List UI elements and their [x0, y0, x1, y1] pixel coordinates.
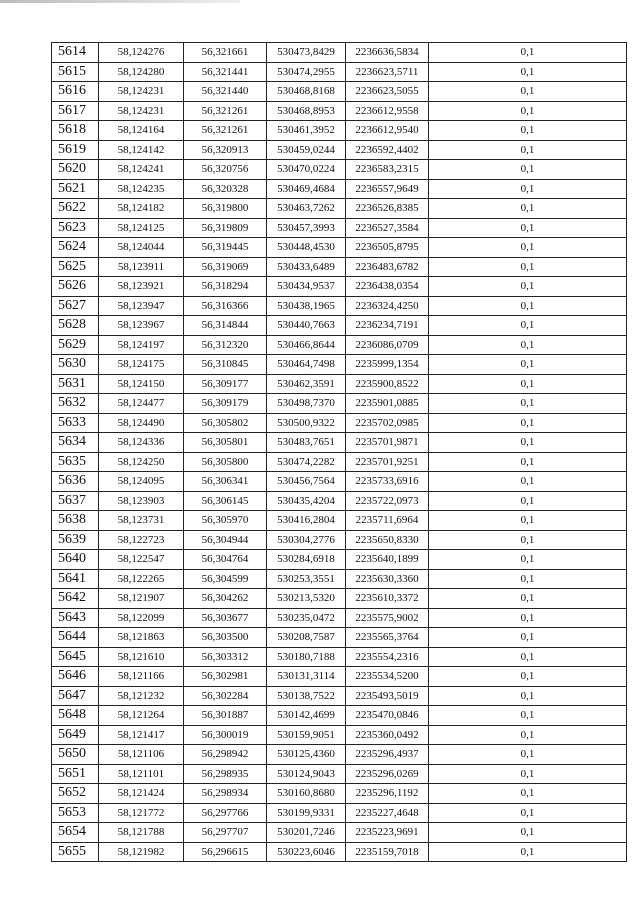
point-number-cell: 5616	[52, 82, 99, 102]
x-coordinate-cell: 530304,2776	[267, 530, 346, 550]
accuracy-cell: 0,1	[429, 686, 627, 706]
longitude-cell: 56,312320	[184, 335, 267, 355]
table-row	[52, 179, 627, 199]
x-coordinate-cell: 530284,6918	[267, 550, 346, 570]
latitude-cell: 58,121166	[99, 667, 184, 687]
accuracy-cell: 0,1	[429, 62, 627, 82]
longitude-cell: 56,321261	[184, 121, 267, 141]
point-number-cell: 5651	[52, 764, 99, 784]
x-coordinate-cell: 530463,7262	[267, 199, 346, 219]
y-coordinate-cell: 2235575,9002	[346, 608, 429, 628]
y-coordinate-cell: 2235650,8330	[346, 530, 429, 550]
latitude-cell: 58,124250	[99, 452, 184, 472]
accuracy-cell: 0,1	[429, 257, 627, 277]
table-row	[52, 374, 627, 394]
accuracy-cell: 0,1	[429, 823, 627, 843]
latitude-cell: 58,122547	[99, 550, 184, 570]
accuracy-cell: 0,1	[429, 101, 627, 121]
x-coordinate-cell: 530434,9537	[267, 277, 346, 297]
point-number-cell: 5632	[52, 394, 99, 414]
y-coordinate-cell: 2236527,3584	[346, 218, 429, 238]
accuracy-cell: 0,1	[429, 277, 627, 297]
longitude-cell: 56,300019	[184, 725, 267, 745]
y-coordinate-cell: 2236526,8385	[346, 199, 429, 219]
x-coordinate-cell: 530142,4699	[267, 706, 346, 726]
x-coordinate-cell: 530416,2804	[267, 511, 346, 531]
y-coordinate-cell: 2236583,2315	[346, 160, 429, 180]
latitude-cell: 58,124241	[99, 160, 184, 180]
accuracy-cell: 0,1	[429, 706, 627, 726]
latitude-cell: 58,123903	[99, 491, 184, 511]
table-row	[52, 530, 627, 550]
y-coordinate-cell: 2236483,6782	[346, 257, 429, 277]
longitude-cell: 56,319800	[184, 199, 267, 219]
longitude-cell: 56,309179	[184, 394, 267, 414]
latitude-cell: 58,121772	[99, 803, 184, 823]
longitude-cell: 56,319445	[184, 238, 267, 258]
accuracy-cell: 0,1	[429, 647, 627, 667]
table-row	[52, 316, 627, 336]
point-number-cell: 5636	[52, 472, 99, 492]
accuracy-cell: 0,1	[429, 530, 627, 550]
longitude-cell: 56,321440	[184, 82, 267, 102]
point-number-cell: 5630	[52, 355, 99, 375]
longitude-cell: 56,301887	[184, 706, 267, 726]
table-row	[52, 394, 627, 414]
y-coordinate-cell: 2235534,5200	[346, 667, 429, 687]
y-coordinate-cell: 2236557,9649	[346, 179, 429, 199]
latitude-cell: 58,123921	[99, 277, 184, 297]
latitude-cell: 58,124477	[99, 394, 184, 414]
point-number-cell: 5642	[52, 589, 99, 609]
longitude-cell: 56,296615	[184, 842, 267, 862]
table-row	[52, 472, 627, 492]
x-coordinate-cell: 530199,9331	[267, 803, 346, 823]
latitude-cell: 58,122099	[99, 608, 184, 628]
point-number-cell: 5635	[52, 452, 99, 472]
point-number-cell: 5617	[52, 101, 99, 121]
point-number-cell: 5629	[52, 335, 99, 355]
y-coordinate-cell: 2236612,9558	[346, 101, 429, 121]
accuracy-cell: 0,1	[429, 140, 627, 160]
longitude-cell: 56,304764	[184, 550, 267, 570]
latitude-cell: 58,123947	[99, 296, 184, 316]
latitude-cell: 58,121417	[99, 725, 184, 745]
longitude-cell: 56,303312	[184, 647, 267, 667]
longitude-cell: 56,298934	[184, 784, 267, 804]
y-coordinate-cell: 2235470,0846	[346, 706, 429, 726]
latitude-cell: 58,121610	[99, 647, 184, 667]
latitude-cell: 58,124280	[99, 62, 184, 82]
longitude-cell: 56,321441	[184, 62, 267, 82]
table-row	[52, 160, 627, 180]
point-number-cell: 5643	[52, 608, 99, 628]
accuracy-cell: 0,1	[429, 667, 627, 687]
table-row	[52, 823, 627, 843]
point-number-cell: 5650	[52, 745, 99, 765]
scan-edge-mark	[0, 0, 240, 3]
longitude-cell: 56,305970	[184, 511, 267, 531]
latitude-cell: 58,124490	[99, 413, 184, 433]
table-row	[52, 257, 627, 277]
accuracy-cell: 0,1	[429, 569, 627, 589]
point-number-cell: 5637	[52, 491, 99, 511]
accuracy-cell: 0,1	[429, 803, 627, 823]
longitude-cell: 56,302981	[184, 667, 267, 687]
table-row	[52, 335, 627, 355]
table-row	[52, 82, 627, 102]
point-number-cell: 5626	[52, 277, 99, 297]
table-row	[52, 706, 627, 726]
y-coordinate-cell: 2235159,7018	[346, 842, 429, 862]
latitude-cell: 58,121907	[99, 589, 184, 609]
table-row	[52, 686, 627, 706]
table-row	[52, 491, 627, 511]
y-coordinate-cell: 2235733,6916	[346, 472, 429, 492]
point-number-cell: 5649	[52, 725, 99, 745]
accuracy-cell: 0,1	[429, 452, 627, 472]
table-row	[52, 199, 627, 219]
y-coordinate-cell: 2235565,3764	[346, 628, 429, 648]
accuracy-cell: 0,1	[429, 218, 627, 238]
point-number-cell: 5627	[52, 296, 99, 316]
y-coordinate-cell: 2235296,1192	[346, 784, 429, 804]
longitude-cell: 56,303677	[184, 608, 267, 628]
accuracy-cell: 0,1	[429, 316, 627, 336]
y-coordinate-cell: 2235227,4648	[346, 803, 429, 823]
y-coordinate-cell: 2236623,5055	[346, 82, 429, 102]
x-coordinate-cell: 530440,7663	[267, 316, 346, 336]
table-row	[52, 745, 627, 765]
table-row	[52, 842, 627, 862]
table-row	[52, 140, 627, 160]
table-row	[52, 511, 627, 531]
table-row	[52, 725, 627, 745]
table-row	[52, 647, 627, 667]
y-coordinate-cell: 2235999,1354	[346, 355, 429, 375]
longitude-cell: 56,305800	[184, 452, 267, 472]
accuracy-cell: 0,1	[429, 43, 627, 63]
table-row	[52, 62, 627, 82]
table-row	[52, 569, 627, 589]
accuracy-cell: 0,1	[429, 472, 627, 492]
point-number-cell: 5653	[52, 803, 99, 823]
y-coordinate-cell: 2236623,5711	[346, 62, 429, 82]
y-coordinate-cell: 2236592,4402	[346, 140, 429, 160]
longitude-cell: 56,304262	[184, 589, 267, 609]
y-coordinate-cell: 2235296,4937	[346, 745, 429, 765]
y-coordinate-cell: 2235296,0269	[346, 764, 429, 784]
latitude-cell: 58,121106	[99, 745, 184, 765]
x-coordinate-cell: 530470,0224	[267, 160, 346, 180]
x-coordinate-cell: 530223,6046	[267, 842, 346, 862]
latitude-cell: 58,124231	[99, 101, 184, 121]
accuracy-cell: 0,1	[429, 745, 627, 765]
longitude-cell: 56,321661	[184, 43, 267, 63]
table-row	[52, 277, 627, 297]
table-row	[52, 667, 627, 687]
table-row	[52, 550, 627, 570]
y-coordinate-cell: 2235722,0973	[346, 491, 429, 511]
accuracy-cell: 0,1	[429, 764, 627, 784]
accuracy-cell: 0,1	[429, 121, 627, 141]
y-coordinate-cell: 2236438,0354	[346, 277, 429, 297]
y-coordinate-cell: 2235701,9871	[346, 433, 429, 453]
longitude-cell: 56,304599	[184, 569, 267, 589]
point-number-cell: 5633	[52, 413, 99, 433]
accuracy-cell: 0,1	[429, 628, 627, 648]
longitude-cell: 56,310845	[184, 355, 267, 375]
x-coordinate-cell: 530448,4530	[267, 238, 346, 258]
table-row	[52, 608, 627, 628]
x-coordinate-cell: 530469,4684	[267, 179, 346, 199]
latitude-cell: 58,124197	[99, 335, 184, 355]
x-coordinate-cell: 530474,2955	[267, 62, 346, 82]
longitude-cell: 56,297766	[184, 803, 267, 823]
y-coordinate-cell: 2235630,3360	[346, 569, 429, 589]
longitude-cell: 56,302284	[184, 686, 267, 706]
longitude-cell: 56,303500	[184, 628, 267, 648]
latitude-cell: 58,124095	[99, 472, 184, 492]
longitude-cell: 56,316366	[184, 296, 267, 316]
x-coordinate-cell: 530461,3952	[267, 121, 346, 141]
x-coordinate-cell: 530468,8168	[267, 82, 346, 102]
latitude-cell: 58,121101	[99, 764, 184, 784]
x-coordinate-cell: 530457,3993	[267, 218, 346, 238]
accuracy-cell: 0,1	[429, 784, 627, 804]
x-coordinate-cell: 530131,3114	[267, 667, 346, 687]
point-number-cell: 5646	[52, 667, 99, 687]
latitude-cell: 58,123731	[99, 511, 184, 531]
x-coordinate-cell: 530438,1965	[267, 296, 346, 316]
point-number-cell: 5615	[52, 62, 99, 82]
table-row	[52, 589, 627, 609]
y-coordinate-cell: 2235900,8522	[346, 374, 429, 394]
x-coordinate-cell: 530468,8953	[267, 101, 346, 121]
latitude-cell: 58,121424	[99, 784, 184, 804]
latitude-cell: 58,124044	[99, 238, 184, 258]
table-row	[52, 413, 627, 433]
x-coordinate-cell: 530474,2282	[267, 452, 346, 472]
point-number-cell: 5648	[52, 706, 99, 726]
latitude-cell: 58,121863	[99, 628, 184, 648]
table-row	[52, 238, 627, 258]
latitude-cell: 58,121264	[99, 706, 184, 726]
accuracy-cell: 0,1	[429, 296, 627, 316]
longitude-cell: 56,297707	[184, 823, 267, 843]
accuracy-cell: 0,1	[429, 82, 627, 102]
x-coordinate-cell: 530466,8644	[267, 335, 346, 355]
point-number-cell: 5619	[52, 140, 99, 160]
table-row	[52, 101, 627, 121]
coordinates-table-body	[52, 43, 627, 862]
table-row	[52, 121, 627, 141]
point-number-cell: 5625	[52, 257, 99, 277]
latitude-cell: 58,121982	[99, 842, 184, 862]
y-coordinate-cell: 2235901,0885	[346, 394, 429, 414]
point-number-cell: 5623	[52, 218, 99, 238]
point-number-cell: 5638	[52, 511, 99, 531]
x-coordinate-cell: 530201,7246	[267, 823, 346, 843]
x-coordinate-cell: 530160,8680	[267, 784, 346, 804]
table-row	[52, 218, 627, 238]
latitude-cell: 58,124142	[99, 140, 184, 160]
longitude-cell: 56,306341	[184, 472, 267, 492]
longitude-cell: 56,304944	[184, 530, 267, 550]
y-coordinate-cell: 2236505,8795	[346, 238, 429, 258]
table-row	[52, 355, 627, 375]
longitude-cell: 56,298935	[184, 764, 267, 784]
accuracy-cell: 0,1	[429, 589, 627, 609]
table-row	[52, 784, 627, 804]
table-row	[52, 764, 627, 784]
x-coordinate-cell: 530500,9322	[267, 413, 346, 433]
y-coordinate-cell: 2236612,9540	[346, 121, 429, 141]
latitude-cell: 58,123911	[99, 257, 184, 277]
point-number-cell: 5647	[52, 686, 99, 706]
latitude-cell: 58,124150	[99, 374, 184, 394]
table-row	[52, 43, 627, 63]
x-coordinate-cell: 530483,7651	[267, 433, 346, 453]
point-number-cell: 5654	[52, 823, 99, 843]
accuracy-cell: 0,1	[429, 491, 627, 511]
accuracy-cell: 0,1	[429, 394, 627, 414]
longitude-cell: 56,320913	[184, 140, 267, 160]
table-row	[52, 803, 627, 823]
accuracy-cell: 0,1	[429, 335, 627, 355]
x-coordinate-cell: 530433,6489	[267, 257, 346, 277]
y-coordinate-cell: 2236086,0709	[346, 335, 429, 355]
y-coordinate-cell: 2235701,9251	[346, 452, 429, 472]
point-number-cell: 5618	[52, 121, 99, 141]
point-number-cell: 5621	[52, 179, 99, 199]
latitude-cell: 58,124164	[99, 121, 184, 141]
coordinates-table-container	[51, 42, 626, 862]
longitude-cell: 56,320328	[184, 179, 267, 199]
y-coordinate-cell: 2235493,5019	[346, 686, 429, 706]
point-number-cell: 5622	[52, 199, 99, 219]
x-coordinate-cell: 530498,7370	[267, 394, 346, 414]
x-coordinate-cell: 530138,7522	[267, 686, 346, 706]
point-number-cell: 5631	[52, 374, 99, 394]
x-coordinate-cell: 530462,3591	[267, 374, 346, 394]
longitude-cell: 56,318294	[184, 277, 267, 297]
latitude-cell: 58,124175	[99, 355, 184, 375]
accuracy-cell: 0,1	[429, 608, 627, 628]
accuracy-cell: 0,1	[429, 160, 627, 180]
table-row	[52, 452, 627, 472]
point-number-cell: 5620	[52, 160, 99, 180]
latitude-cell: 58,122723	[99, 530, 184, 550]
point-number-cell: 5614	[52, 43, 99, 63]
longitude-cell: 56,319809	[184, 218, 267, 238]
y-coordinate-cell: 2235360,0492	[346, 725, 429, 745]
y-coordinate-cell: 2236234,7191	[346, 316, 429, 336]
x-coordinate-cell: 530235,0472	[267, 608, 346, 628]
longitude-cell: 56,309177	[184, 374, 267, 394]
point-number-cell: 5645	[52, 647, 99, 667]
x-coordinate-cell: 530473,8429	[267, 43, 346, 63]
latitude-cell: 58,121232	[99, 686, 184, 706]
accuracy-cell: 0,1	[429, 238, 627, 258]
accuracy-cell: 0,1	[429, 374, 627, 394]
longitude-cell: 56,320756	[184, 160, 267, 180]
coordinates-table	[51, 42, 627, 862]
latitude-cell: 58,124235	[99, 179, 184, 199]
accuracy-cell: 0,1	[429, 355, 627, 375]
table-row	[52, 296, 627, 316]
latitude-cell: 58,124182	[99, 199, 184, 219]
table-row	[52, 433, 627, 453]
point-number-cell: 5639	[52, 530, 99, 550]
longitude-cell: 56,305802	[184, 413, 267, 433]
x-coordinate-cell: 530208,7587	[267, 628, 346, 648]
latitude-cell: 58,121788	[99, 823, 184, 843]
point-number-cell: 5641	[52, 569, 99, 589]
longitude-cell: 56,306145	[184, 491, 267, 511]
y-coordinate-cell: 2235711,6964	[346, 511, 429, 531]
table-row	[52, 628, 627, 648]
x-coordinate-cell: 530124,9043	[267, 764, 346, 784]
point-number-cell: 5640	[52, 550, 99, 570]
accuracy-cell: 0,1	[429, 842, 627, 862]
x-coordinate-cell: 530456,7564	[267, 472, 346, 492]
y-coordinate-cell: 2236324,4250	[346, 296, 429, 316]
accuracy-cell: 0,1	[429, 199, 627, 219]
x-coordinate-cell: 530159,9051	[267, 725, 346, 745]
x-coordinate-cell: 530253,3551	[267, 569, 346, 589]
y-coordinate-cell: 2235223,9691	[346, 823, 429, 843]
longitude-cell: 56,319069	[184, 257, 267, 277]
latitude-cell: 58,124231	[99, 82, 184, 102]
latitude-cell: 58,124125	[99, 218, 184, 238]
x-coordinate-cell: 530125,4360	[267, 745, 346, 765]
accuracy-cell: 0,1	[429, 179, 627, 199]
longitude-cell: 56,321261	[184, 101, 267, 121]
x-coordinate-cell: 530464,7498	[267, 355, 346, 375]
accuracy-cell: 0,1	[429, 550, 627, 570]
y-coordinate-cell: 2235610,3372	[346, 589, 429, 609]
point-number-cell: 5652	[52, 784, 99, 804]
point-number-cell: 5624	[52, 238, 99, 258]
accuracy-cell: 0,1	[429, 413, 627, 433]
y-coordinate-cell: 2235702,0985	[346, 413, 429, 433]
y-coordinate-cell: 2236636,5834	[346, 43, 429, 63]
x-coordinate-cell: 530459,0244	[267, 140, 346, 160]
longitude-cell: 56,305801	[184, 433, 267, 453]
point-number-cell: 5655	[52, 842, 99, 862]
point-number-cell: 5644	[52, 628, 99, 648]
x-coordinate-cell: 530180,7188	[267, 647, 346, 667]
point-number-cell: 5634	[52, 433, 99, 453]
longitude-cell: 56,314844	[184, 316, 267, 336]
latitude-cell: 58,123967	[99, 316, 184, 336]
y-coordinate-cell: 2235554,2316	[346, 647, 429, 667]
latitude-cell: 58,124336	[99, 433, 184, 453]
y-coordinate-cell: 2235640,1899	[346, 550, 429, 570]
x-coordinate-cell: 530435,4204	[267, 491, 346, 511]
longitude-cell: 56,298942	[184, 745, 267, 765]
accuracy-cell: 0,1	[429, 433, 627, 453]
accuracy-cell: 0,1	[429, 511, 627, 531]
x-coordinate-cell: 530213,5320	[267, 589, 346, 609]
latitude-cell: 58,124276	[99, 43, 184, 63]
point-number-cell: 5628	[52, 316, 99, 336]
accuracy-cell: 0,1	[429, 725, 627, 745]
latitude-cell: 58,122265	[99, 569, 184, 589]
